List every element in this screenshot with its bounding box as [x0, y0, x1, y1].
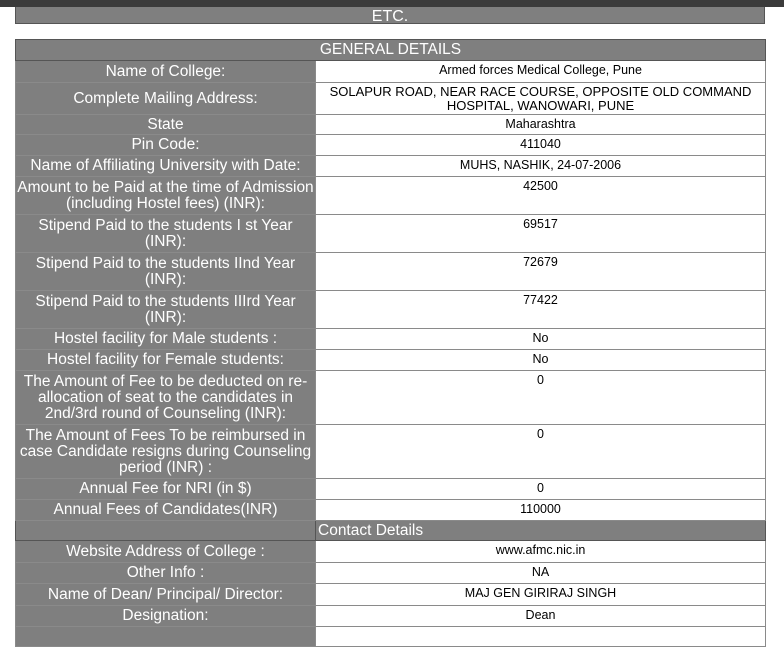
- row-stipend-year-1: [16, 215, 766, 253]
- value-mailing-address: SOLAPUR ROAD, NEAR RACE COURSE, OPPOSITE OLD COMMAND HOSPITAL, WANOWARI, PUNE: [316, 83, 766, 115]
- row-reallocation-fee: [16, 371, 766, 425]
- row-other-info: [16, 563, 766, 584]
- value-nri-fee: 0: [316, 479, 766, 500]
- row-hostel-male: [16, 329, 766, 350]
- label-designation: Designation:: [16, 606, 316, 627]
- college-details-table: [15, 39, 766, 647]
- etc-banner: ETC.: [15, 7, 765, 24]
- row-annual-fees: [16, 500, 766, 521]
- label-stipend-year-3: Stipend Paid to the students IIIrd Year (INR):: [16, 291, 316, 329]
- contact-details-title: Contact Details: [316, 521, 766, 541]
- value-stipend-year-1: 69517: [316, 215, 766, 253]
- value-reallocation-fee: 0: [316, 371, 766, 425]
- value-affiliating-university: MUHS, NASHIK, 24-07-2006: [316, 156, 766, 177]
- label-hostel-female: Hostel facility for Female students:: [16, 350, 316, 371]
- value-reimbursed-fees: 0: [316, 425, 766, 479]
- row-affiliating-university: [16, 156, 766, 177]
- label-annual-fees: Annual Fees of Candidates(INR): [16, 500, 316, 521]
- row-reimbursed-fees: [16, 425, 766, 479]
- value-annual-fees: 110000: [316, 500, 766, 521]
- row-cut-off: [16, 627, 766, 647]
- general-details-title: GENERAL DETAILS: [16, 40, 766, 61]
- value-state: Maharashtra: [316, 115, 766, 135]
- row-college-name: [16, 61, 766, 83]
- general-details-header: [16, 40, 766, 61]
- label-hostel-male: Hostel facility for Male students :: [16, 329, 316, 350]
- label-dean-name: Name of Dean/ Principal/ Director:: [16, 584, 316, 606]
- label-college-name: Name of College:: [16, 61, 316, 83]
- label-admission-amount: Amount to be Paid at the time of Admission (including Hostel fees) (INR):: [16, 177, 316, 215]
- contact-header-spacer: [16, 521, 316, 541]
- label-mailing-address: Complete Mailing Address:: [16, 83, 316, 115]
- value-website: www.afmc.nic.in: [316, 541, 766, 563]
- label-pin-code: Pin Code:: [16, 135, 316, 156]
- row-dean-name: [16, 584, 766, 606]
- row-mailing-address: [16, 83, 766, 115]
- value-college-name: Armed forces Medical College, Pune: [316, 61, 766, 83]
- row-nri-fee: [16, 479, 766, 500]
- value-stipend-year-3: 77422: [316, 291, 766, 329]
- label-stipend-year-1: Stipend Paid to the students I st Year (INR):: [16, 215, 316, 253]
- label-stipend-year-2: Stipend Paid to the students IInd Year (INR):: [16, 253, 316, 291]
- value-cut-off: [316, 627, 766, 647]
- label-state: State: [16, 115, 316, 135]
- row-admission-amount: [16, 177, 766, 215]
- label-reimbursed-fees: The Amount of Fees To be reimbursed in case Candidate resigns during Counseling period (INR) :: [16, 425, 316, 479]
- value-pin-code: 411040: [316, 135, 766, 156]
- label-other-info: Other Info :: [16, 563, 316, 584]
- row-stipend-year-3: [16, 291, 766, 329]
- value-designation: Dean: [316, 606, 766, 627]
- contact-details-header: [16, 521, 766, 541]
- row-hostel-female: [16, 350, 766, 371]
- value-dean-name: MAJ GEN GIRIRAJ SINGH: [316, 584, 766, 606]
- value-other-info: NA: [316, 563, 766, 584]
- label-reallocation-fee: The Amount of Fee to be deducted on re-allocation of seat to the candidates in 2nd/3rd round of Counseling (INR):: [16, 371, 316, 425]
- label-website: Website Address of College :: [16, 541, 316, 563]
- value-stipend-year-2: 72679: [316, 253, 766, 291]
- label-affiliating-university: Name of Affiliating University with Date:: [16, 156, 316, 177]
- row-designation: [16, 606, 766, 627]
- row-pin-code: [16, 135, 766, 156]
- label-nri-fee: Annual Fee for NRI (in $): [16, 479, 316, 500]
- value-admission-amount: 42500: [316, 177, 766, 215]
- row-state: [16, 115, 766, 135]
- top-dark-bar: [0, 0, 784, 7]
- row-website: [16, 541, 766, 563]
- value-hostel-male: No: [316, 329, 766, 350]
- value-hostel-female: No: [316, 350, 766, 371]
- label-cut-off: [16, 627, 316, 647]
- row-stipend-year-2: [16, 253, 766, 291]
